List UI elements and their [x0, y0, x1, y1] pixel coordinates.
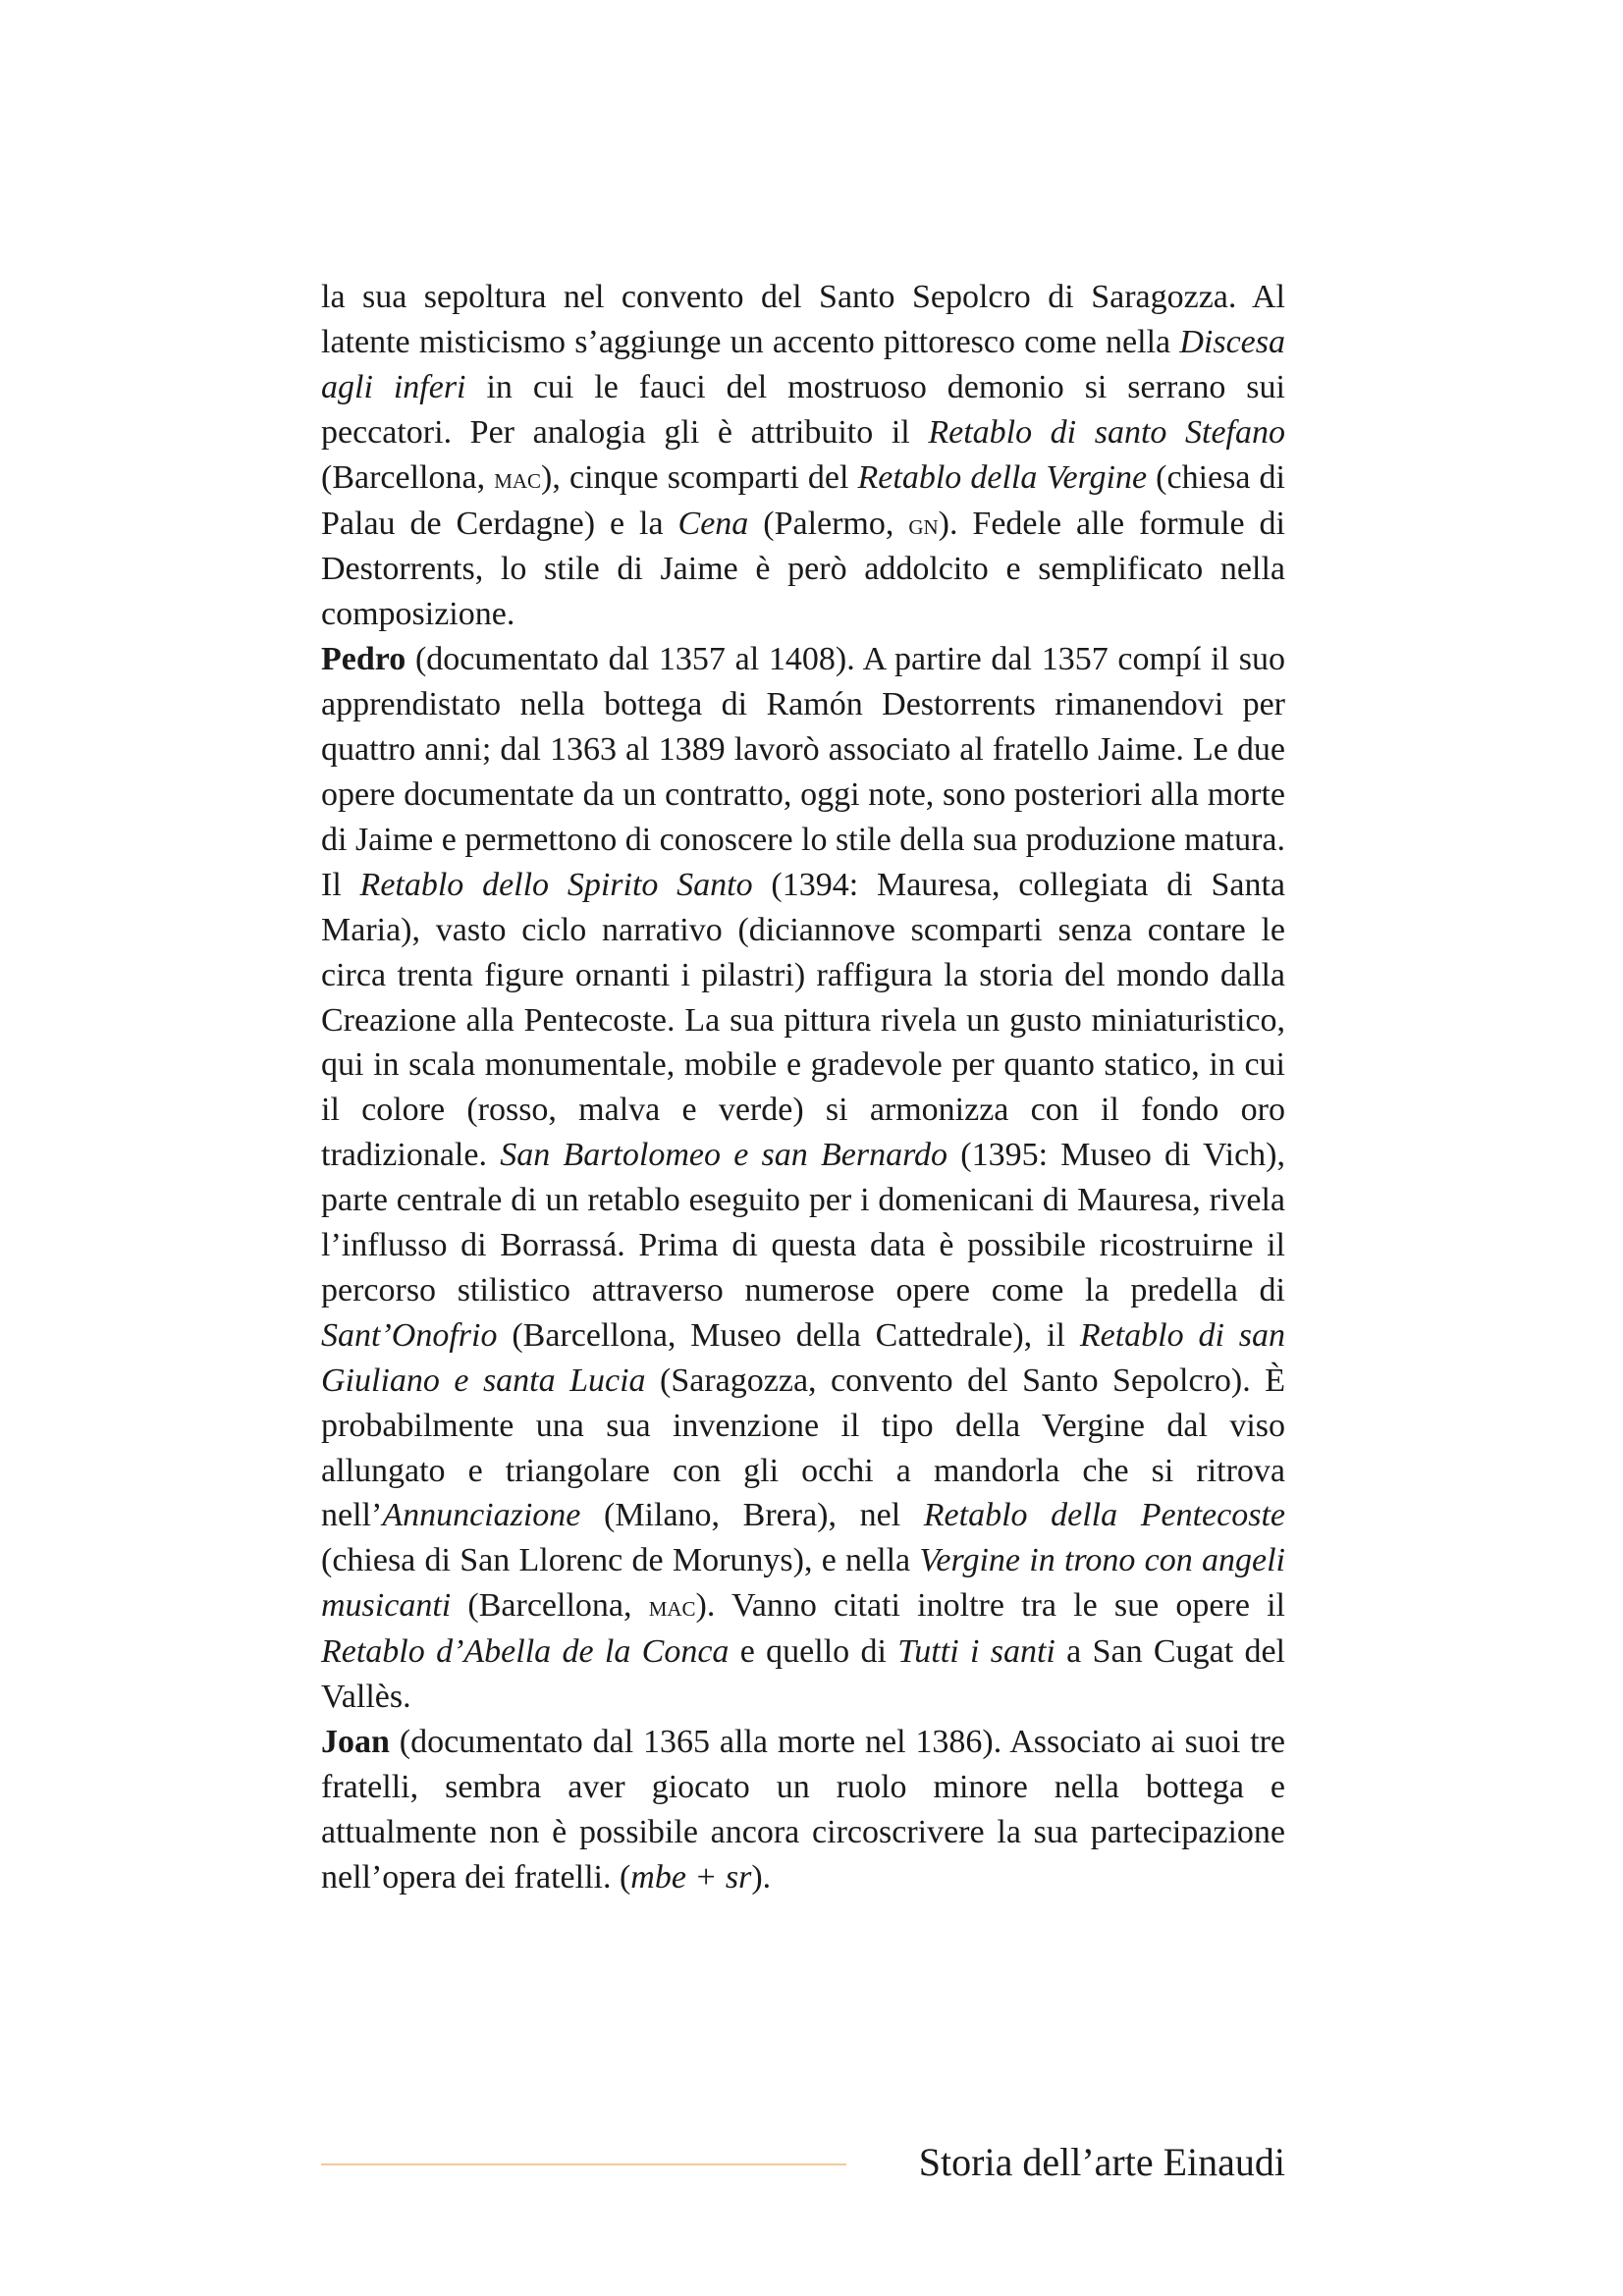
- italic-title: San Bartolomeo e san Bernardo: [500, 1137, 948, 1174]
- italic-title: Sant’Onofrio: [321, 1316, 498, 1354]
- abbreviation: mac: [494, 460, 542, 495]
- paragraph: [321, 1720, 1285, 1900]
- italic-title: Annunciazione: [382, 1497, 581, 1534]
- text-run: ).: [751, 1858, 772, 1896]
- text-run: (Milano, Brera), nel: [580, 1497, 924, 1534]
- italic-title: Retablo d’Abella de la Conca: [321, 1633, 730, 1671]
- text-run: a San Cugat del Vallès.: [321, 1633, 1285, 1716]
- paragraph: [321, 637, 1285, 1720]
- italic-title: Discesa agli inferi: [321, 323, 1285, 405]
- text-run: (documentato dal 1357 al 1408). A partire dal 1357 compí il suo apprendistato nella bottega di Ramón Destorrents rimanendovi per quattro anni; dal 1363 al 1389 lavorò associato al fratello Jaime. Le due opere documentate da un contratto, oggi note, sono posteriori alla morte di Jaime e permettono di conoscere lo stile della sua produzione matura. Il: [321, 641, 1285, 903]
- footer-title: Storia dell’arte Einaudi: [918, 2140, 1285, 2184]
- text-run: (chiesa di Palau de Cerdagne) e la: [321, 458, 1286, 542]
- text-run: (chiesa di San Llorenc de Morunys), e nella: [321, 1542, 920, 1579]
- text-run: (documentato dal 1365 alla morte nel 1386). Associato ai suoi tre fratelli, sembra aver giocato un ruolo minore nella bottega e attualmente non è possibile ancora circoscrivere la sua partecipazione nell’opera dei fratelli. (: [321, 1724, 1285, 1896]
- text-run: ). Vanno citati inoltre tra le sue opere il: [695, 1587, 1286, 1625]
- italic-title: Retablo di san Giuliano e santa Lucia: [321, 1316, 1286, 1399]
- text-run: (Barcellona,: [321, 458, 495, 496]
- text-run: (Palermo,: [748, 505, 909, 542]
- text-run: in cui le fauci del mostruoso demonio si serrano sui peccatori. Per analogia gli è attribuito il: [321, 368, 1285, 451]
- italic-title: Retablo della Pentecoste: [923, 1497, 1285, 1534]
- text-run: (Barcellona,: [451, 1587, 649, 1625]
- text-run: ). Fedele alle formule di Destorrents, lo stile di Jaime è però addolcito e semplificato nella composizione.: [321, 505, 1285, 633]
- italic-title: Tutti i santi: [897, 1633, 1055, 1671]
- italic-title: Retablo di santo Stefano: [928, 413, 1286, 451]
- italic-title: mbe + sr: [630, 1858, 752, 1896]
- text-run: (1395: Museo di Vich), parte centrale di un retablo eseguito per i domenicani di Mauresa, rivela l’influsso di Borrassá. Prima di questa data è possibile ricostruirne il percorso stilistico attraverso numerose opere come la predella di: [321, 1137, 1285, 1308]
- entry-heading: Joan: [321, 1724, 390, 1760]
- text-run: ), cinque scomparti del: [541, 458, 858, 496]
- text-run: e quello di: [729, 1633, 898, 1671]
- paragraph: [321, 275, 1285, 637]
- text-run: (1394: Mauresa, collegiata di Santa Maria), vasto ciclo narrativo (diciannove scomparti senza contare le circa trenta figure ornanti i pilastri) raffigura la storia del mondo dalla Creazione alla Pentecoste. La sua pittura rivela un gusto miniaturistico, qui in scala monumentale, mobile e gradevole per quanto statico, in cui il colore (rosso, malva e verde) si armonizza con il fondo oro tradizionale.: [321, 866, 1285, 1174]
- italic-title: Retablo dello Spirito Santo: [359, 866, 753, 903]
- italic-title: Cena: [677, 505, 749, 542]
- text-run: la sua sepoltura nel convento del Santo Sepolcro di Saragozza. Al latente misticismo s’aggiunge un accento pittoresco come nella: [321, 279, 1285, 360]
- italic-title: Vergine in trono con angeli musicanti: [321, 1542, 1285, 1625]
- text-run: (Saragozza, convento del Santo Sepolcro). È probabilmente una sua invenzione il tipo della Vergine dal viso allungato e triangolare con gli occhi a mandorla che si ritrova nell’: [321, 1362, 1285, 1534]
- italic-title: Retablo della Vergine: [857, 458, 1148, 496]
- entry-heading: Pedro: [321, 641, 406, 678]
- body-text: [321, 275, 1285, 1900]
- footer-rule: [321, 2163, 846, 2165]
- abbreviation: gn: [908, 507, 939, 541]
- text-run: (Barcellona, Museo della Cattedrale), il: [497, 1316, 1080, 1354]
- abbreviation: mac: [648, 1589, 696, 1624]
